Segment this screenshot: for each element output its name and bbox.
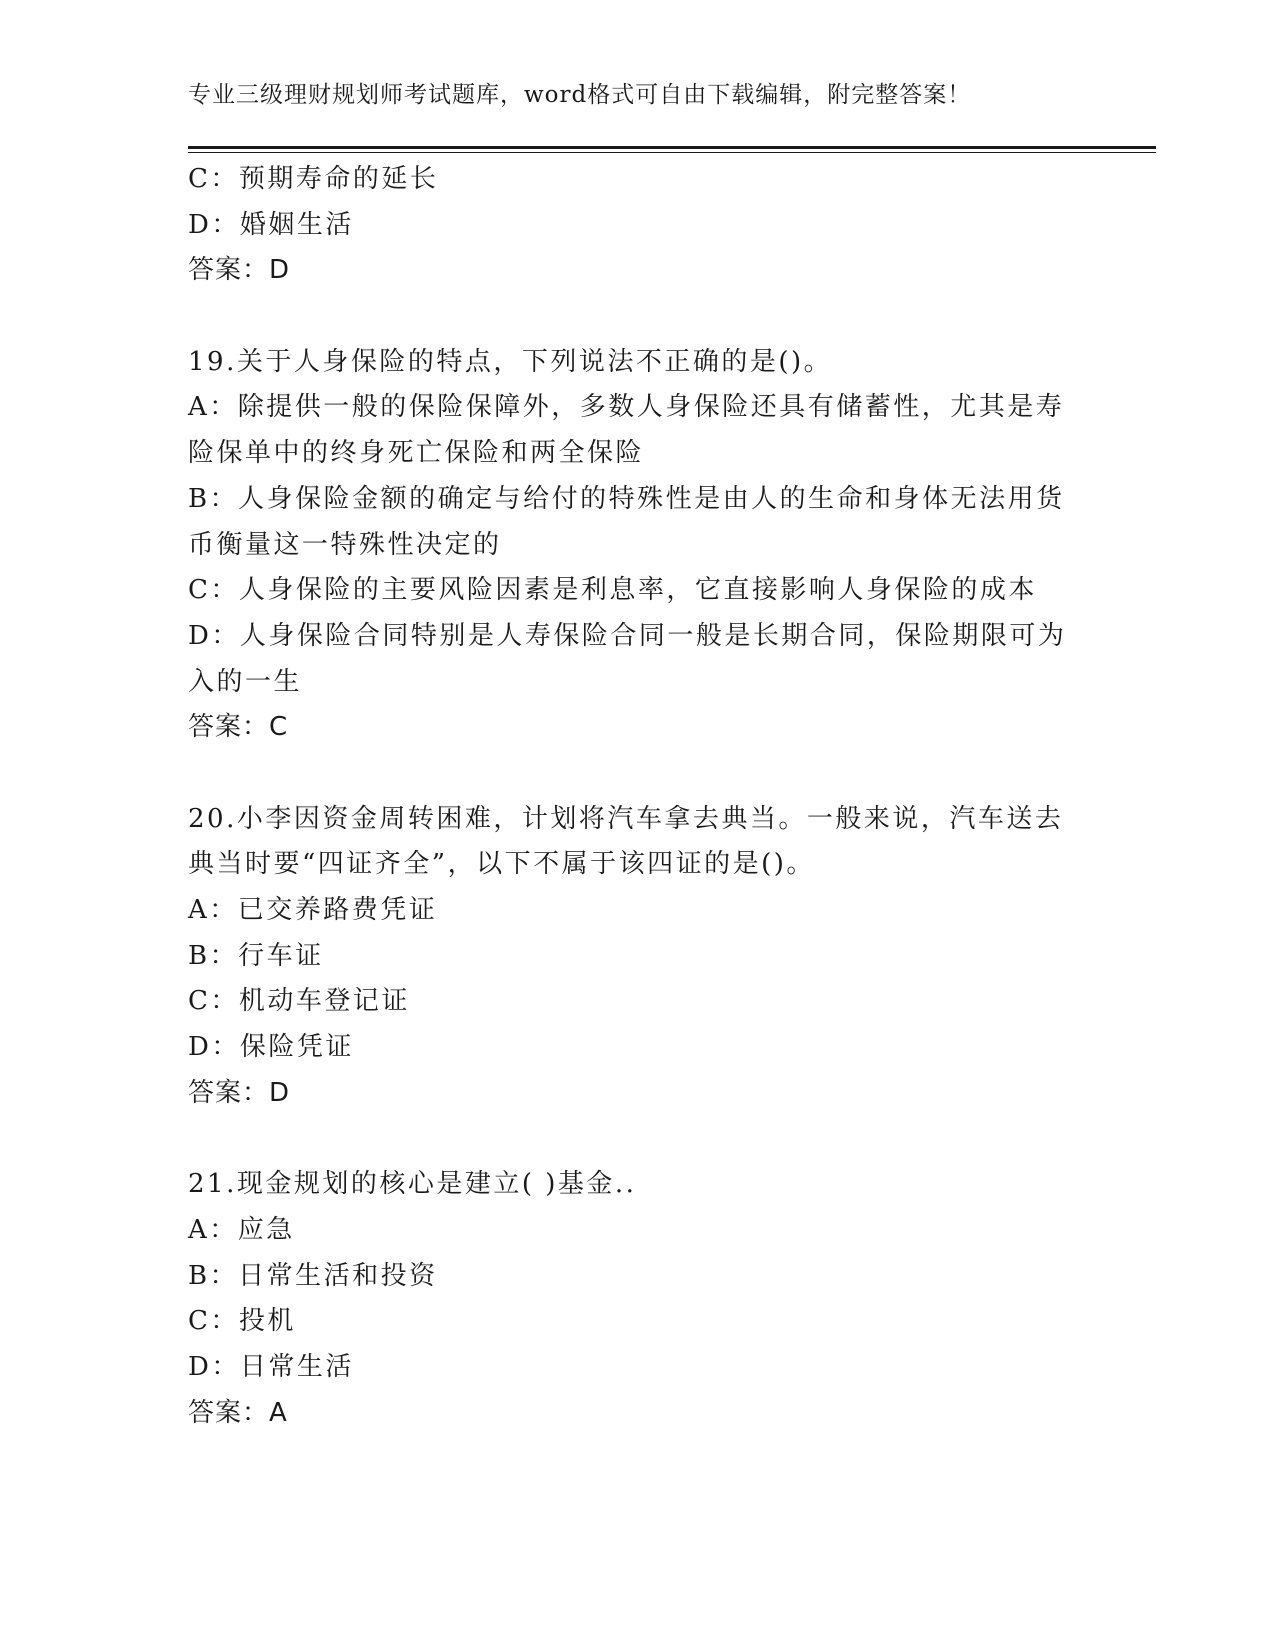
question-19: 19.关于人身保险的特点，下列说法不正确的是()。: [188, 346, 833, 377]
answer: 答案：C: [188, 712, 289, 743]
option-c: C：机动车登记证: [188, 986, 410, 1017]
header-rule-thin: [188, 152, 1156, 153]
document-header: 专业三级理财规划师考试题库，word格式可自由下载编辑，附完整答案！: [188, 82, 972, 108]
option-d: D：人身保险合同特别是人寿保险合同一般是长期合同，保险期限可为: [188, 620, 1067, 651]
option-c: C：人身保险的主要风险因素是利息率，它直接影响人身保险的成本: [188, 575, 1037, 606]
option-b: B：人身保险金额的确定与给付的特殊性是由人的生命和身体无法用货: [188, 483, 1065, 514]
option-a: A：除提供一般的保险保障外，多数人身保险还具有储蓄性，尤其是寿: [188, 392, 1065, 423]
header-rule-thick: [188, 146, 1156, 149]
answer: 答案：D: [188, 255, 291, 286]
option-a: A：应急: [188, 1214, 295, 1245]
answer: 答案：D: [188, 1077, 291, 1108]
spacer: [188, 1116, 1088, 1162]
option-d: D：日常生活: [188, 1351, 354, 1382]
answer: 答案：A: [188, 1397, 288, 1428]
question-20-cont: 典当时要“四证齐全”，以下不属于该四证的是()。: [188, 849, 815, 880]
option-b-cont: 币衡量这一特殊性决定的: [188, 529, 502, 560]
spacer: [188, 294, 1088, 340]
option-d: D：保险凭证: [188, 1032, 354, 1063]
option-c: C：投机: [188, 1306, 296, 1337]
option-b: B：日常生活和投资: [188, 1260, 438, 1291]
option-d-cont: 入的一生: [188, 666, 303, 697]
option-b: B：行车证: [188, 940, 324, 971]
option-a-cont: 险保单中的终身死亡保险和两全保险: [188, 438, 645, 469]
option-a: A：已交养路费凭证: [188, 895, 438, 925]
document-body: [188, 157, 1088, 1436]
spacer: [188, 751, 1088, 797]
question-20: 20.小李因资金周转困难，计划将汽车拿去典当。一般来说，汽车送去: [188, 803, 1064, 834]
option-c: C：预期寿命的延长: [188, 164, 439, 194]
option-d: D：婚姻生活: [188, 209, 354, 240]
question-21: 21.现金规划的核心是建立( )基金..: [188, 1169, 637, 1200]
